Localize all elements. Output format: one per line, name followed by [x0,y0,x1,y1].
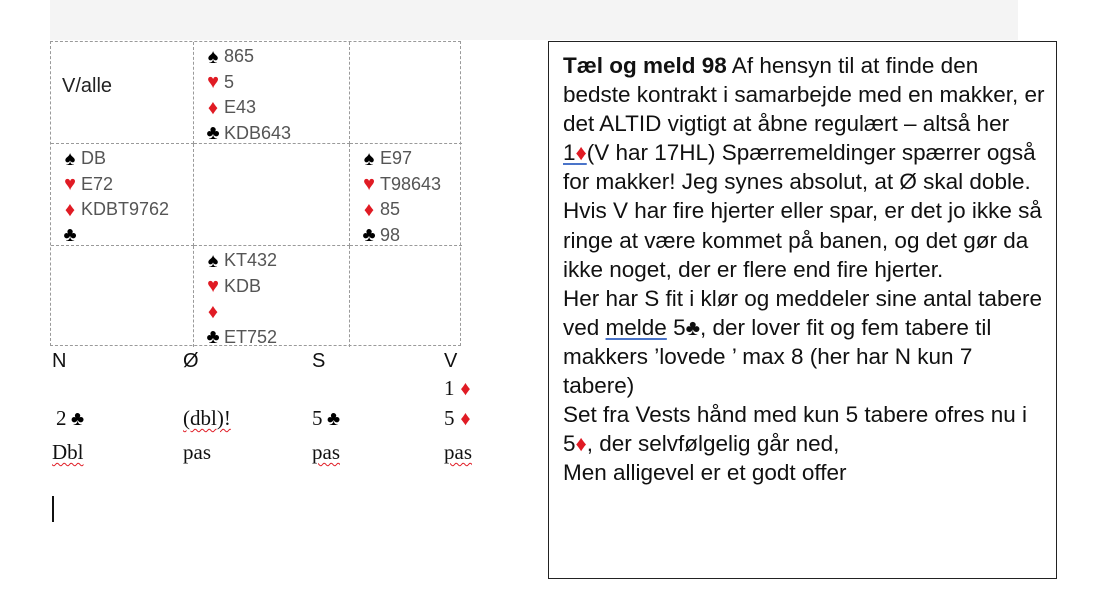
commentary-p2: (V har 17HL) Spærremeldinger spærrer også for makker! Jeg synes absolut, at Ø skal doble. Hvis V har fire hjerter eller spar, er det jo ikke så ringe at være kommet på banen, og det gør da ikke noget, der er flere end fire hjerter. [563,140,1042,282]
diamond-icon: ♦ [460,407,471,430]
dealer-vulnerability: V/alle [62,75,113,97]
commentary-p4b: , der selvfølgelig går ned, [586,431,840,457]
commentary-textbox[interactable] [548,41,1057,579]
commentary-p3a: Her har S fit i klør og meddeler sine antal tabere ved [563,285,1042,340]
club-icon: ♣ [326,407,341,430]
header-south: S [312,350,326,372]
heart-icon: ♥ [207,275,219,298]
cell-empty-se [350,246,462,347]
club-icon: ♣ [70,407,85,430]
commentary-underlined-word: melde [605,314,667,340]
north-spades: ♠ 865 [202,44,291,70]
diamond-icon: ♦ [363,198,375,221]
diamond-icon: ♦ [575,140,587,166]
bid-west-2: 5 ♦ [444,406,477,431]
bid-west-1: 1 ♦ [444,376,477,401]
south-diamonds [202,299,277,325]
bid-north-2: Dbl [52,440,84,464]
hand-east [358,146,441,248]
cell-north [194,42,350,144]
bid-north-1: 2 ♣ [56,406,89,431]
club-icon: ♣ [206,122,220,145]
deal-diagram [50,41,461,349]
auction-header-row [52,350,472,378]
cell-center [194,144,350,246]
club-icon: ♣ [206,326,220,349]
south-spades: ♠ KT432 [202,248,277,274]
auction-row-3 [52,440,472,468]
auction-row-2 [52,406,472,434]
north-diamonds: ♦ E43 [202,95,291,121]
bid-west-3: pas [444,440,472,464]
cell-dealer [51,42,194,144]
spade-icon: ♠ [207,249,219,272]
east-hearts: ♥ T98643 [358,172,441,198]
bid-east-2: pas [183,440,211,464]
heart-icon: ♥ [64,173,76,196]
bid-east-1: (dbl)! [183,406,231,430]
cell-empty-sw [51,246,194,347]
heart-icon: ♥ [363,173,375,196]
cell-east [350,144,462,246]
hand-west [59,146,169,248]
west-hearts: ♥ E72 [59,172,169,198]
cell-empty-ne [350,42,462,144]
spade-icon: ♠ [64,147,76,170]
south-clubs: ♣ ET752 [202,325,277,351]
commentary-p1: Af hensyn til at finde den bedste kontrakt i samarbejde med en makker, er det ALTID vigtigt at åbne regulært – altså her [563,53,1045,137]
south-hearts: ♥ KDB [202,274,277,300]
east-spades: ♠ E97 [358,146,441,172]
north-hearts: ♥ 5 [202,70,291,96]
diamond-icon: ♦ [460,377,471,400]
bid-south-1: 5 ♣ [312,406,345,431]
hand-north [202,44,291,146]
spade-icon: ♠ [363,147,375,170]
diamond-icon: ♦ [207,96,219,119]
west-clubs [59,223,169,249]
header-east: Ø [183,350,199,372]
bid-south-2: pas [312,440,340,464]
header-west: V [444,350,458,372]
club-icon: ♣ [685,314,701,340]
hand-south [202,248,277,350]
north-clubs: ♣ KDB643 [202,121,291,147]
auction-row-1 [52,376,472,404]
east-diamonds: ♦ 85 [358,197,441,223]
commentary-p5: Men alligevel er et godt offer [563,460,847,486]
opening-bid: 1♦ [563,140,587,166]
club-icon: ♣ [362,224,376,247]
commentary-p4a: Set fra Vests hånd med kun 5 tabere ofres nu i 5 [563,402,1028,457]
heart-icon: ♥ [207,71,219,94]
west-diamonds: ♦ KDBT9762 [59,197,169,223]
diamond-icon: ♦ [575,431,587,457]
page-top-band [50,0,1018,40]
commentary-p3b: 5 [666,314,686,340]
cell-south [194,246,350,347]
cell-west [51,144,194,246]
club-icon: ♣ [63,224,77,247]
commentary-p3c: , der lover fit og fem tabere til makkers ’lovede ’ max 8 (her har N kun 7 tabere) [563,314,992,399]
spade-icon: ♠ [207,45,219,68]
text-cursor[interactable] [52,496,54,522]
west-spades: ♠ DB [59,146,169,172]
diamond-icon: ♦ [64,198,76,221]
header-north: N [52,350,67,372]
east-clubs: ♣ 98 [358,223,441,249]
diamond-icon: ♦ [207,300,219,323]
commentary-title: Tæl og meld 98 [563,53,727,78]
